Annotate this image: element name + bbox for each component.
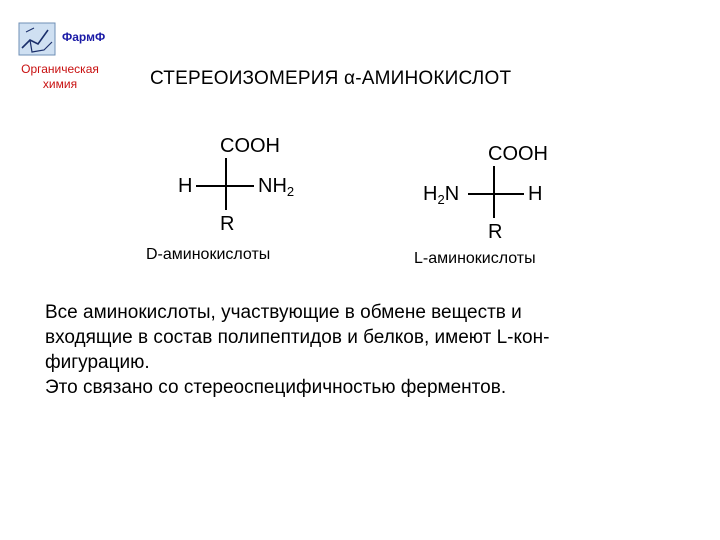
molecule-logo-icon xyxy=(18,22,56,56)
subtitle-line-2: химия xyxy=(42,77,78,91)
slide-title: СТЕРЕОИЗОМЕРИЯ α-АМИНОКИСЛОТ xyxy=(150,68,512,89)
d-form-caption: D-аминокислоты xyxy=(146,246,271,263)
l-form-bottom-group: R xyxy=(488,221,503,243)
body-line-2: входящие в состав полипептидов и белков, имеют L-кон- xyxy=(45,327,550,348)
l-form-right-group: H xyxy=(528,183,543,205)
course-subtitle xyxy=(8,62,112,92)
l-form-left-sub: 2 xyxy=(437,192,445,207)
body-line-4: Это связано со стереоспецифичностью ферментов. xyxy=(45,377,507,398)
l-form-caption: L-аминокислоты xyxy=(414,250,536,267)
body-line-3: фигурацию. xyxy=(45,352,150,373)
l-form-top-group: COOH xyxy=(488,143,548,165)
d-form-bottom-group: R xyxy=(220,213,235,235)
l-form-left-group xyxy=(423,184,459,206)
subtitle-line-1: Органическая xyxy=(21,62,99,76)
d-form-top-group: COOH xyxy=(220,135,280,157)
d-form-right-base: NH xyxy=(258,175,287,197)
l-form-left-base: H xyxy=(423,183,438,205)
explanation-text xyxy=(45,300,705,400)
d-form-vertical-bond xyxy=(225,158,227,210)
l-form-vertical-bond xyxy=(493,166,495,218)
l-form-horizontal-bond xyxy=(468,193,524,195)
d-form-left-group: H xyxy=(178,175,193,197)
brand-name: ФармФ xyxy=(62,30,106,44)
body-line-1: Все аминокислоты, участвующие в обмене веществ и xyxy=(45,302,522,323)
l-form-left-tail: N xyxy=(444,183,460,205)
d-form-right-sub: 2 xyxy=(286,184,295,199)
d-form-right-group xyxy=(258,176,294,198)
